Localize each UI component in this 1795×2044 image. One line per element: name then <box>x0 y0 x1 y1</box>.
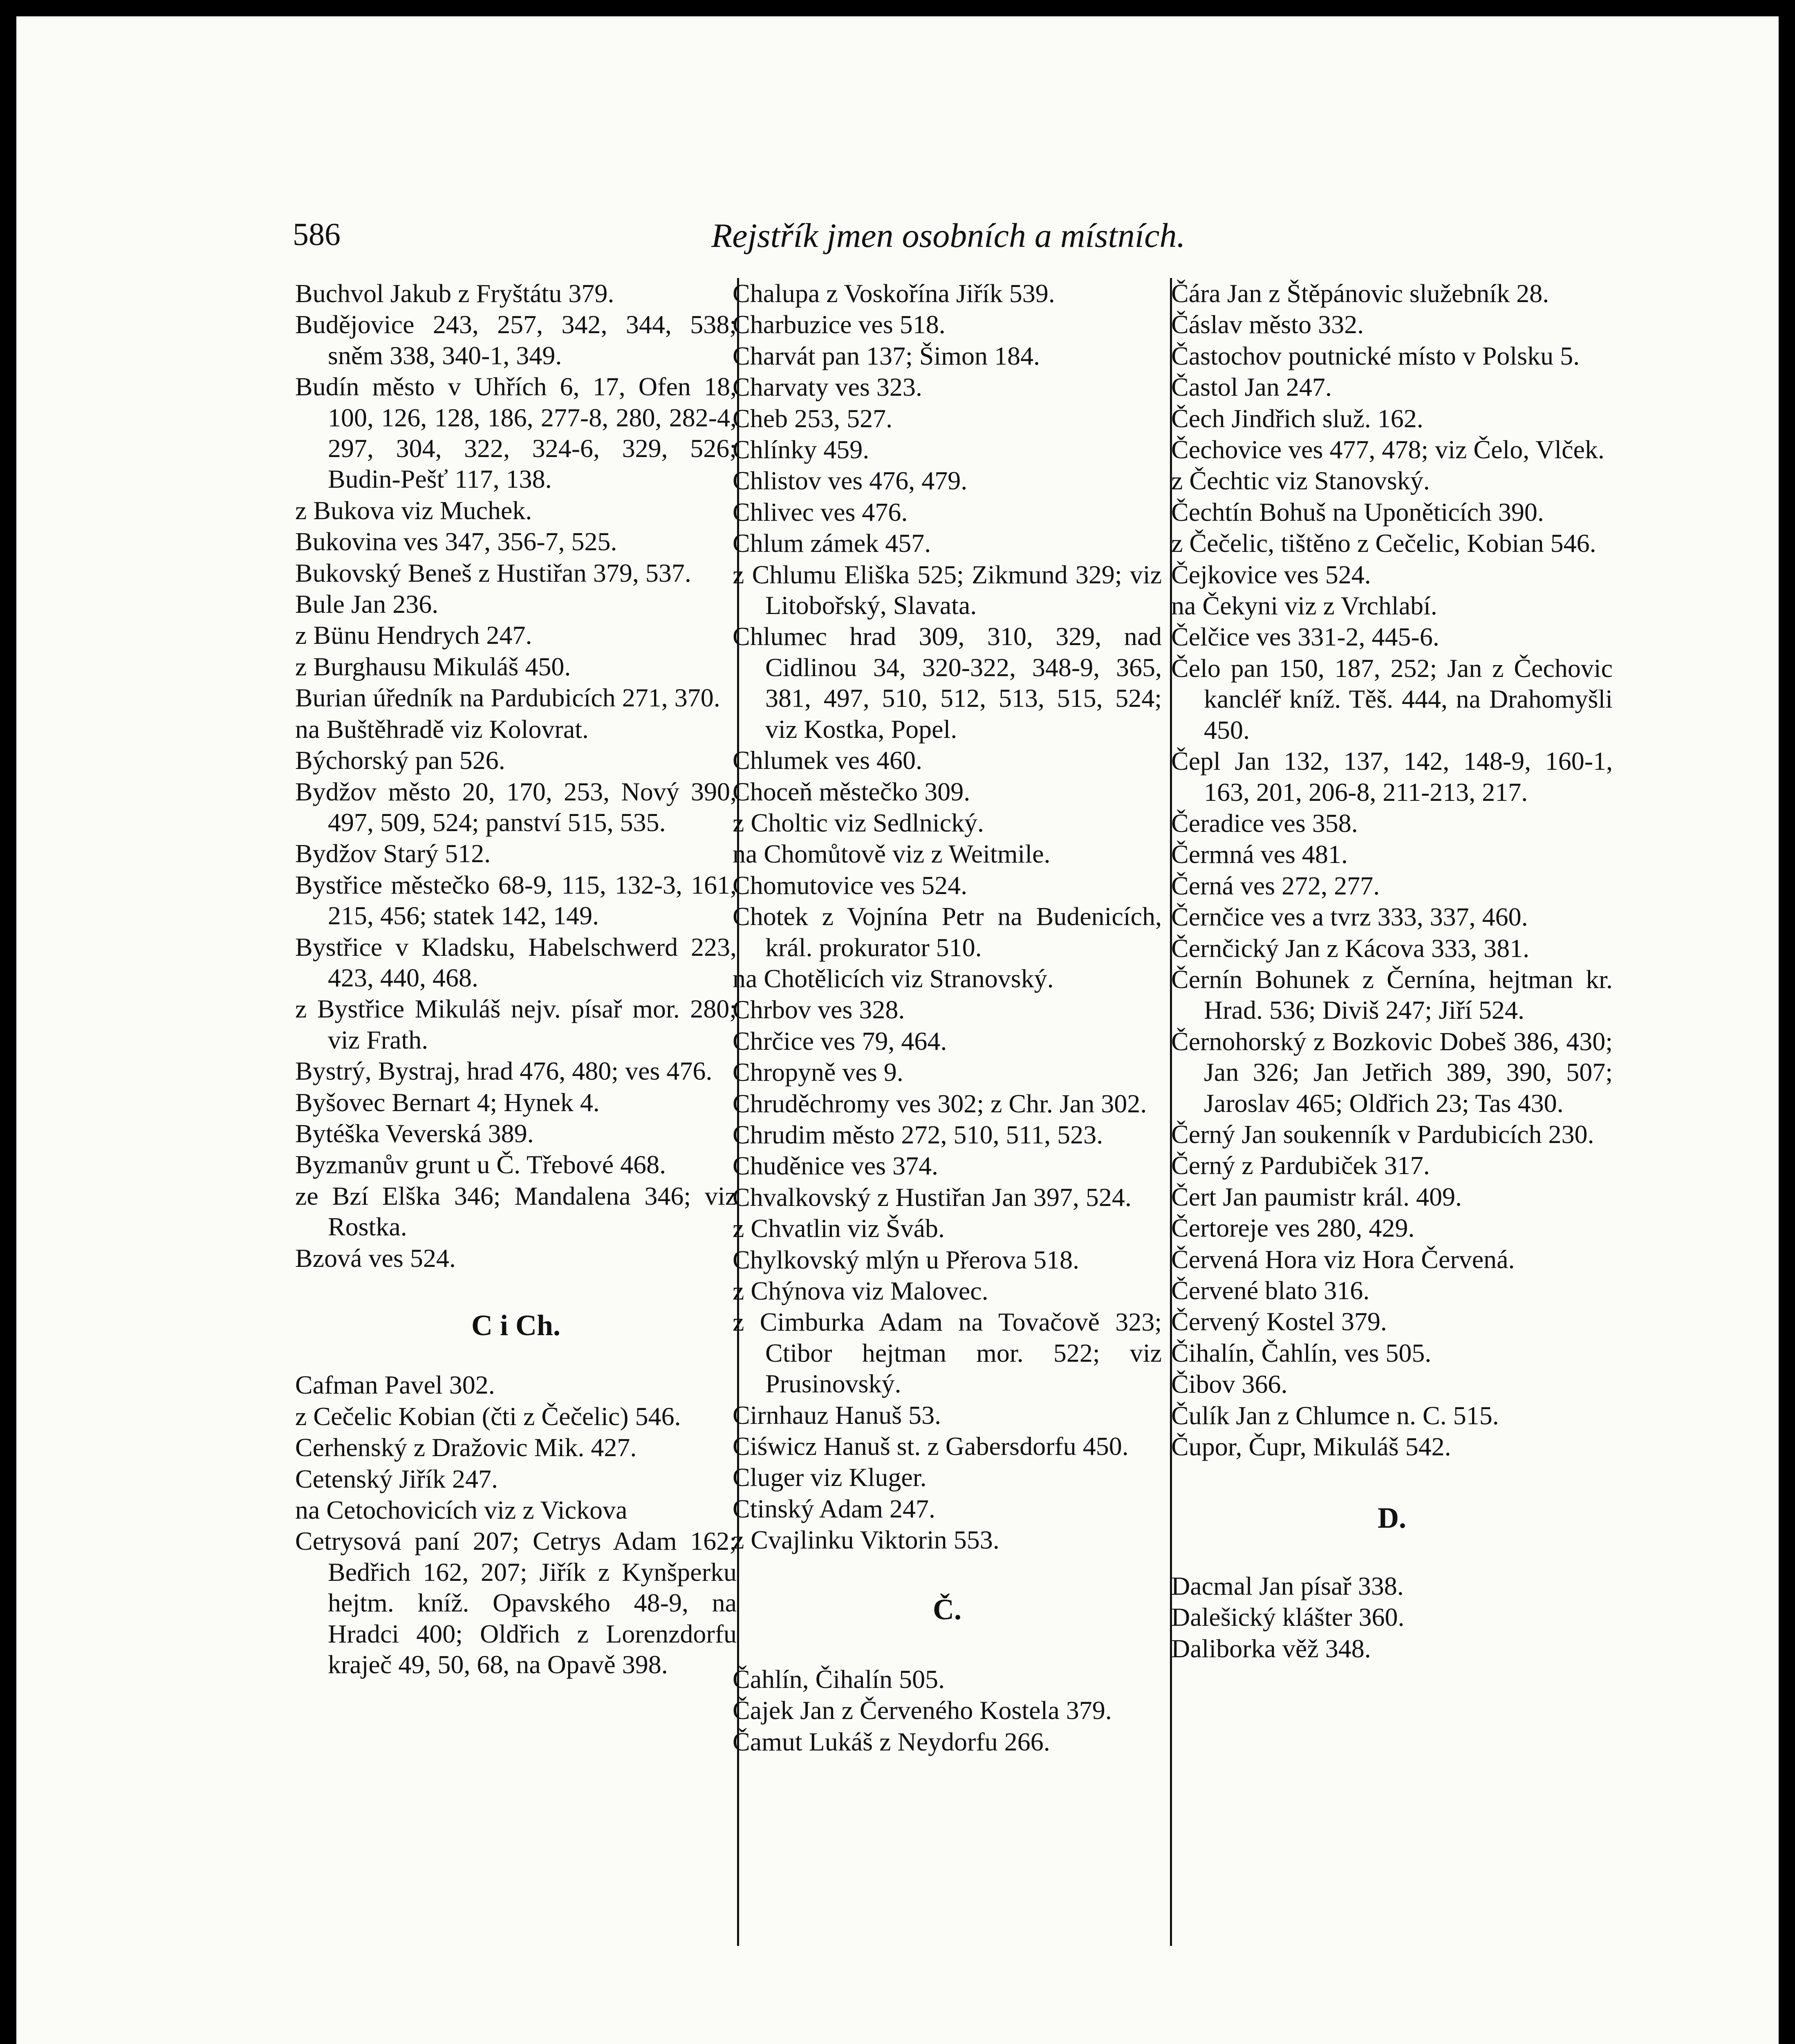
index-entry: Cirnhauz Hanuš 53. <box>733 1400 941 1430</box>
index-entry: Buchvol Jakub z Fryštátu 379. <box>295 279 614 308</box>
index-entry: Černá ves 272, 277. <box>1171 871 1380 900</box>
index-entry: Bukovský Beneš z Hustiřan 379, 537. <box>295 558 691 587</box>
index-entry: na Chotělicích viz Stranovský. <box>733 964 1054 993</box>
index-entry: Dacmal Jan písař 338. <box>1171 1571 1404 1600</box>
index-entry: Čára Jan z Štěpánovic služebník 28. <box>1171 279 1549 308</box>
index-entry: z Čečelic, tištěno z Cečelic, Kobian 546. <box>1171 529 1596 558</box>
index-entry: Černčický Jan z Kácova 333, 381. <box>1171 933 1530 963</box>
index-entry: Čelo pan 150, 187, 252; Jan z Čechovic kancléř kníž. Těš. 444, na Drahomyšli 450. <box>1171 653 1613 744</box>
entry-list <box>1171 278 1613 1462</box>
index-entry: Chlivec ves 476. <box>733 497 908 527</box>
index-entry: Čert Jan paumistr král. 409. <box>1171 1182 1462 1211</box>
index-entry: Cafman Pavel 302. <box>295 1370 495 1400</box>
index-entry: Černín Bohunek z Černína, hejtman kr. Hrad. 536; Diviš 247; Jiří 524. <box>1171 964 1613 1025</box>
index-entry: Čechtín Bohuš na Uponěticích 390. <box>1171 497 1544 527</box>
index-entry: Čáslav město 332. <box>1171 310 1364 339</box>
index-entry: Bydžov město 20, 170, 253, Nový 390, 497, 509, 524; panství 515, 535. <box>295 777 737 837</box>
index-entry: Častochov poutnické místo v Polsku 5. <box>1171 341 1580 370</box>
index-entry: z Cvajlinku Viktorin 553. <box>733 1525 999 1555</box>
index-entry: z Bünu Hendrych 247. <box>295 621 532 650</box>
index-entry: na Čekyni viz z Vrchlabí. <box>1171 591 1437 621</box>
index-entry: ze Bzí Elška 346; Mandalena 346; viz Rostka. <box>295 1181 737 1242</box>
index-entry: Chlínky 459. <box>733 435 869 464</box>
index-entry: Čepl Jan 132, 137, 142, 148-9, 160-1, 163, 201, 206-8, 211-213, 217. <box>1171 746 1613 807</box>
index-entry: Bystřice v Kladsku, Habelschwerd 223, 423, 440, 468. <box>295 932 737 992</box>
index-entry: Ctinský Adam 247. <box>733 1494 936 1523</box>
index-entry: Čeradice ves 358. <box>1171 808 1358 838</box>
entry-list <box>733 278 1162 1555</box>
index-entry: z Burghausu Mikuláš 450. <box>295 652 571 681</box>
index-entry: Byzmanův grunt u Č. Třebové 468. <box>295 1150 666 1179</box>
index-entry: Chlumek ves 460. <box>733 746 922 775</box>
index-entry: Chrčice ves 79, 464. <box>733 1026 947 1056</box>
index-entry: Čupor, Čupr, Mikuláš 542. <box>1171 1432 1451 1461</box>
index-entry: z Cečelic Kobian (čti z Čečelic) 546. <box>295 1401 681 1431</box>
index-entry: Choceň městečko 309. <box>733 777 970 806</box>
index-entry: Cetrysová paní 207; Cetrys Adam 162; Bedřich 162, 207; Jiřík z Kynšperku hejtm. kníž. Opavského 48-9, na Hradci 400; Oldřich z Lorenzdorfu kraječ 49, 50, 68, na Opavě 398. <box>295 1526 737 1679</box>
index-column-1 <box>295 278 737 1680</box>
index-entry: Čahlín, Čihalín 505. <box>733 1665 945 1694</box>
index-entry: Bystrý, Bystraj, hrad 476, 480; ves 476. <box>295 1056 713 1086</box>
section-heading: D. <box>1378 1502 1406 1535</box>
index-entry: Červené blato 316. <box>1171 1276 1370 1305</box>
index-entry: Dalešický klášter 360. <box>1171 1602 1405 1632</box>
index-entry: Červená Hora viz Hora Červená. <box>1171 1244 1515 1274</box>
index-entry: Čihalín, Čahlín, ves 505. <box>1171 1338 1432 1367</box>
index-column-2 <box>733 278 1162 1757</box>
index-entry: Čulík Jan z Chlumce n. C. 515. <box>1171 1401 1499 1430</box>
index-entry: Bzová ves 524. <box>295 1243 456 1273</box>
index-entry: Černý z Pardubiček 317. <box>1171 1151 1430 1180</box>
index-entry: Cheb 253, 527. <box>733 403 893 433</box>
index-entry: Budín město v Uhřích 6, 17, Ofen 18, 100, 126, 128, 186, 277-8, 280, 282-4, 297, 304, 322, 324-6, 329, 526; Budin-Pešť 117, 138. <box>295 372 737 494</box>
index-entry: na Chomůtově viz z Weitmile. <box>733 839 1051 869</box>
page-number: 586 <box>293 216 341 252</box>
index-entry: Cerhenský z Dražovic Mik. 427. <box>295 1433 637 1462</box>
index-entry: na Cetochovicích viz z Vickova <box>295 1495 627 1525</box>
index-entry: Červený Kostel 379. <box>1171 1307 1387 1336</box>
entry-list <box>295 278 737 1273</box>
index-entry: Chlumec hrad 309, 310, 329, nad Cidlinou 34, 320-322, 348-9, 365, 381, 497, 510, 512, 513, 515, 524; viz Kostka, Popel. <box>733 622 1162 744</box>
index-entry: Čermná ves 481. <box>1171 840 1348 869</box>
index-entry: Bukovina ves 347, 356-7, 525. <box>295 527 617 556</box>
index-entry: Burian úředník na Pardubicích 271, 370. <box>295 683 720 713</box>
index-column-3 <box>1171 278 1613 1664</box>
index-entry: Chropyně ves 9. <box>733 1058 903 1087</box>
index-entry: z Choltic viz Sedlnický. <box>733 808 984 837</box>
index-entry: z Chvatlin viz Šváb. <box>733 1214 945 1243</box>
index-entry: Čajek Jan z Červeného Kostela 379. <box>733 1696 1112 1725</box>
index-entry: Čamut Lukáš z Neydorfu 266. <box>733 1727 1050 1756</box>
section-heading: Č. <box>933 1593 961 1626</box>
index-entry: z Bystřice Mikuláš nejv. písař mor. 280; viz Frath. <box>295 994 737 1054</box>
index-entry: Chlum zámek 457. <box>733 529 931 558</box>
index-entry: Cluger viz Kluger. <box>733 1463 927 1492</box>
index-entry: Byšovec Bernart 4; Hynek 4. <box>295 1087 600 1117</box>
entry-list <box>733 1664 1162 1757</box>
index-entry: Chvalkovský z Hustiřan Jan 397, 524. <box>733 1182 1132 1212</box>
index-entry: Bule Jan 236. <box>295 589 439 619</box>
book-page <box>16 16 1779 2044</box>
index-entry: na Buštěhradě viz Kolovrat. <box>295 714 589 744</box>
section-heading: C i Ch. <box>471 1309 561 1342</box>
index-entry: Chrbov ves 328. <box>733 995 905 1024</box>
index-entry: z Čechtic viz Stanovský. <box>1171 466 1430 495</box>
index-entry: Chruděchromy ves 302; z Chr. Jan 302. <box>733 1089 1147 1118</box>
index-entry: Bystřice městečko 68-9, 115, 132-3, 161, 215, 456; statek 142, 149. <box>295 870 737 930</box>
index-entry: Čibov 366. <box>1171 1369 1288 1399</box>
page-title: Rejstřík jmen osobních a místních. <box>711 217 1185 255</box>
index-entry: z Bukova viz Muchek. <box>295 495 532 525</box>
index-entry: Charbuzice ves 518. <box>733 310 946 339</box>
index-entry: Daliborka věž 348. <box>1171 1634 1371 1663</box>
index-entry: z Chlumu Eliška 525; Zikmund 329; viz Litobořský, Slavata. <box>733 560 1162 620</box>
index-entry: Býchorský pan 526. <box>295 746 505 775</box>
index-entry: Čertoreje ves 280, 429. <box>1171 1213 1415 1243</box>
index-entry: Chomutovice ves 524. <box>733 870 968 900</box>
index-entry: Častol Jan 247. <box>1171 372 1332 402</box>
index-entry: Chalupa z Voskořína Jiřík 539. <box>733 279 1055 308</box>
index-entry: Chotek z Vojnína Petr na Budenicích, král. prokurator 510. <box>733 902 1162 962</box>
index-entry: Bytéška Veverská 389. <box>295 1118 534 1148</box>
index-entry: Ciświcz Hanuš st. z Gabersdorfu 450. <box>733 1432 1129 1461</box>
index-entry: Charvát pan 137; Šimon 184. <box>733 341 1040 370</box>
index-entry: Čech Jindřich služ. 162. <box>1171 403 1423 433</box>
index-entry: Cetenský Jiřík 247. <box>295 1464 498 1493</box>
index-entry: Černčice ves a tvrz 333, 337, 460. <box>1171 902 1528 932</box>
index-entry: Charvaty ves 323. <box>733 372 922 402</box>
index-entry: Bydžov Starý 512. <box>295 839 491 868</box>
entry-list <box>1171 1571 1613 1664</box>
entry-list <box>295 1369 737 1680</box>
index-entry: Čelčice ves 331-2, 445-6. <box>1171 622 1439 652</box>
index-entry: Budějovice 243, 257, 342, 344, 538; sněm 338, 340-1, 349. <box>295 310 737 370</box>
index-entry: Čechovice ves 477, 478; viz Čelo, Vlček. <box>1171 435 1605 464</box>
index-entry: Chrudim město 272, 510, 511, 523. <box>733 1120 1103 1149</box>
index-entry: z Cimburka Adam na Tovačově 323; Ctibor hejtman mor. 522; viz Prusinovský. <box>733 1307 1162 1399</box>
index-entry: Chuděnice ves 374. <box>733 1151 938 1181</box>
index-entry: z Chýnova viz Malovec. <box>733 1276 988 1305</box>
index-entry: Čejkovice ves 524. <box>1171 560 1371 589</box>
index-entry: Černý Jan soukenník v Pardubicích 230. <box>1171 1119 1594 1149</box>
index-entry: Černohorský z Bozkovic Dobeš 386, 430; Jan 326; Jan Jetřich 389, 390, 507; Jaroslav 465; Oldřich 23; Tas 430. <box>1171 1026 1613 1118</box>
index-entry: Chylkovský mlýn u Přerova 518. <box>733 1245 1079 1274</box>
index-entry: Chlistov ves 476, 479. <box>733 466 968 495</box>
